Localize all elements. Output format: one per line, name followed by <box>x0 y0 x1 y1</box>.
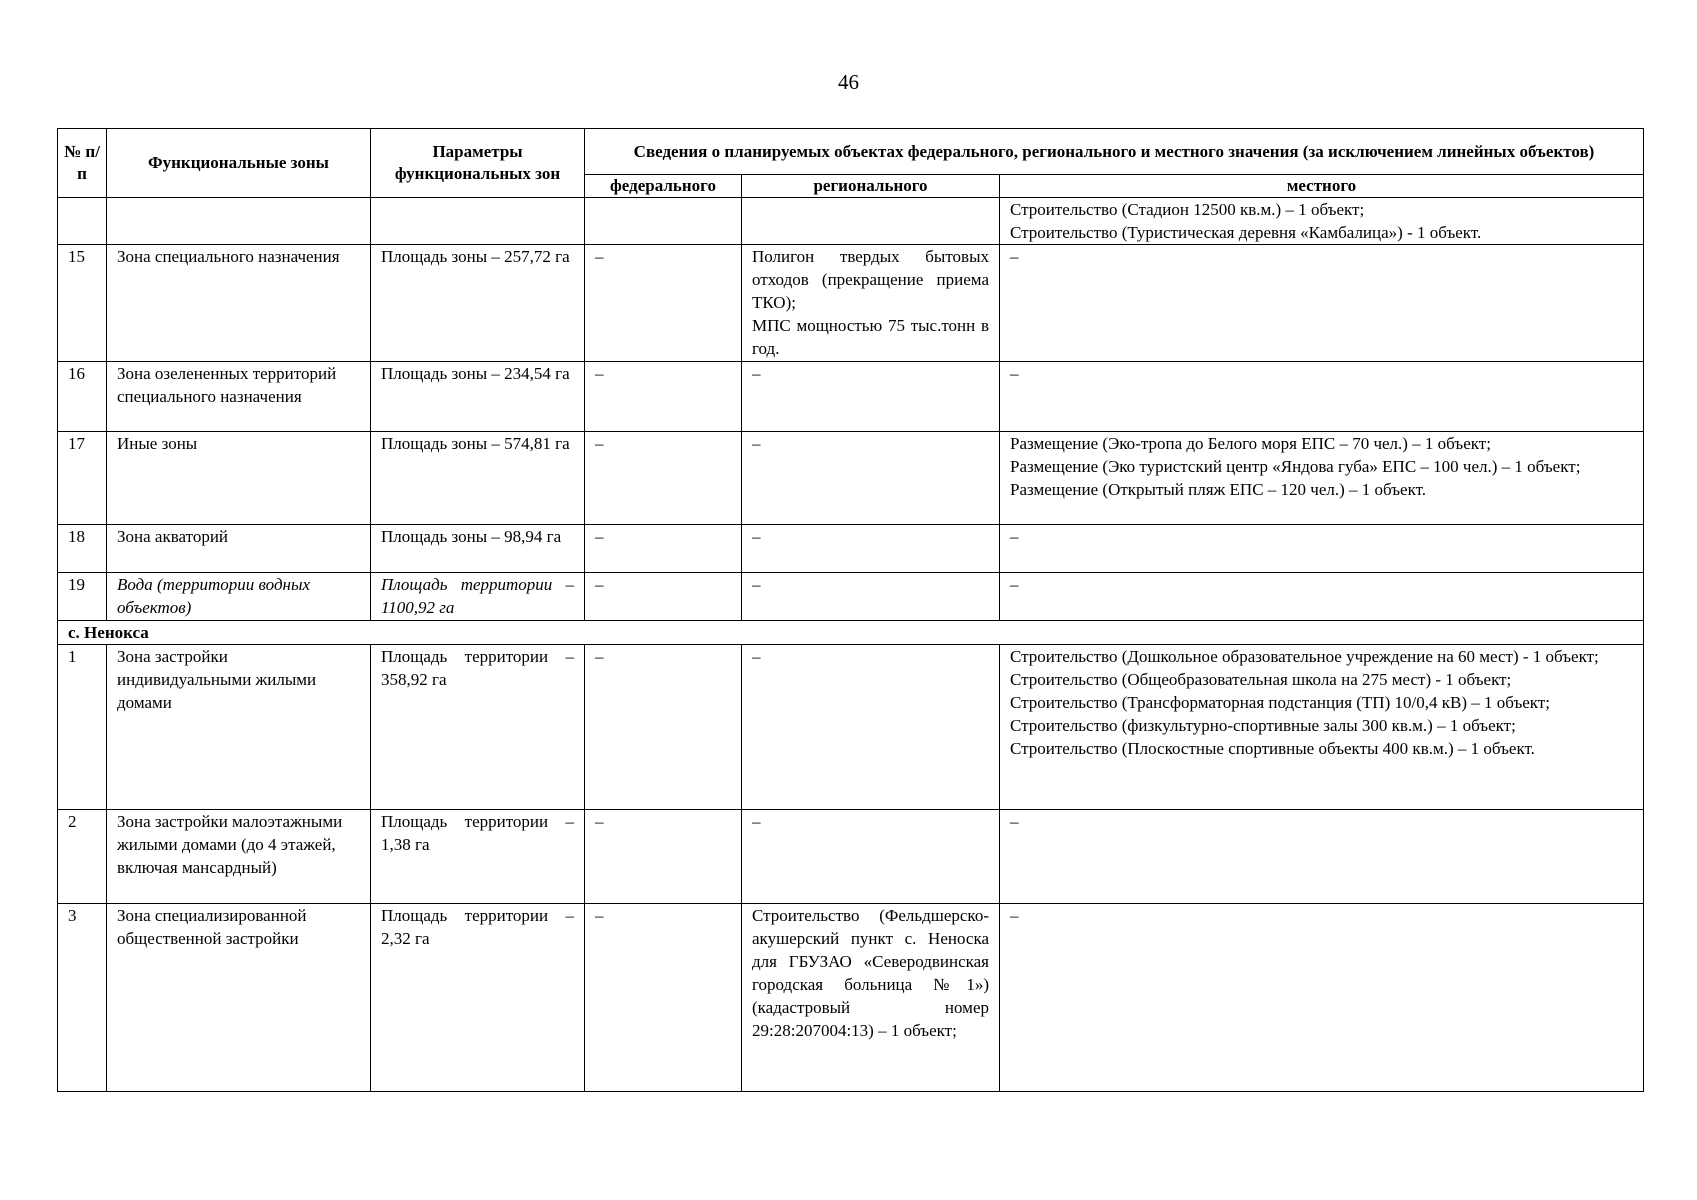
local-objects-line: Размещение (Эко-тропа до Белого моря ЕПС – 70 чел.) – 1 объект; <box>1010 434 1491 453</box>
local-objects-line: Строительство (Туристическая деревня «Камбалица») - 1 объект. <box>1010 223 1482 242</box>
section-title: с. Ненокса <box>58 621 1644 645</box>
federal-objects: – <box>585 525 742 573</box>
local-objects <box>1000 904 1644 1092</box>
row-number: 16 <box>58 362 107 432</box>
local-objects-line: Строительство (Общеобразовательная школа на 275 мест) - 1 объект; <box>1010 670 1512 689</box>
header-local: местного <box>1000 175 1644 198</box>
federal-objects: – <box>585 362 742 432</box>
header-num: № п/п <box>58 129 107 198</box>
zone-name: Зона застройки малоэтажными жилыми домами (до 4 этажей, включая мансардный) <box>107 810 371 904</box>
header-zones: Функциональные зоны <box>107 129 371 198</box>
zone-params <box>371 198 585 245</box>
regional-objects-line: – <box>752 434 761 453</box>
row-number: 19 <box>58 573 107 621</box>
regional-objects <box>742 245 1000 362</box>
zone-name: Зона специализированной общественной застройки <box>107 904 371 1092</box>
local-objects-line: – <box>1010 906 1019 925</box>
zone-name: Зона застройки индивидуальными жилыми домами <box>107 645 371 810</box>
zone-name <box>107 198 371 245</box>
header-federal: федерального <box>585 175 742 198</box>
row-number <box>58 198 107 245</box>
local-objects-line: Размещение (Эко туристский центр «Яндова губа» ЕПС – 100 чел.) – 1 объект; <box>1010 457 1581 476</box>
zone-params: Площадь зоны – 234,54 га <box>371 362 585 432</box>
local-objects-line: Строительство (Плоскостные спортивные объекты 400 кв.м.) – 1 объект. <box>1010 739 1535 758</box>
federal-objects: – <box>585 245 742 362</box>
local-objects <box>1000 198 1644 245</box>
table-row <box>58 810 1644 904</box>
table-row <box>58 362 1644 432</box>
local-objects-line: – <box>1010 575 1019 594</box>
local-objects <box>1000 525 1644 573</box>
local-objects <box>1000 432 1644 525</box>
table-row <box>58 573 1644 621</box>
table-row <box>58 525 1644 573</box>
zone-name: Зона озелененных территорий специального назначения <box>107 362 371 432</box>
zone-params: Площадь зоны – 98,94 га <box>371 525 585 573</box>
local-objects-line: Размещение (Открытый пляж ЕПС – 120 чел.) – 1 объект. <box>1010 480 1427 499</box>
page-number: 46 <box>838 70 859 94</box>
zone-params: Площадь территории – 1,38 га <box>371 810 585 904</box>
local-objects-line: – <box>1010 364 1019 383</box>
federal-objects: – <box>585 432 742 525</box>
table-row <box>58 432 1644 525</box>
federal-objects: – <box>585 645 742 810</box>
local-objects-line: Строительство (физкультурно-спортивные залы 300 кв.м.) – 1 объект; <box>1010 716 1516 735</box>
regional-objects-line: – <box>752 647 761 666</box>
local-objects-line: Строительство (Стадион 12500 кв.м.) – 1 объект; <box>1010 200 1365 219</box>
local-objects <box>1000 245 1644 362</box>
header-params: Параметры функциональных зон <box>371 129 585 198</box>
federal-objects: – <box>585 810 742 904</box>
zone-name: Вода (территории водных объектов) <box>107 573 371 621</box>
regional-objects-line: – <box>752 575 761 594</box>
federal-objects: – <box>585 573 742 621</box>
federal-objects: – <box>585 904 742 1092</box>
federal-objects <box>585 198 742 245</box>
row-number: 15 <box>58 245 107 362</box>
zone-name: Иные зоны <box>107 432 371 525</box>
row-number: 3 <box>58 904 107 1092</box>
local-objects-line: – <box>1010 527 1019 546</box>
zone-params: Площадь территории – 358,92 га <box>371 645 585 810</box>
zone-params: Площадь зоны – 574,81 га <box>371 432 585 525</box>
zone-params: Площадь территории – 1100,92 га <box>371 573 585 621</box>
zone-name: Зона специального назначения <box>107 245 371 362</box>
regional-objects <box>742 525 1000 573</box>
table-row <box>58 645 1644 810</box>
row-number: 1 <box>58 645 107 810</box>
regional-objects-line: – <box>752 364 761 383</box>
local-objects <box>1000 362 1644 432</box>
zone-name: Зона акваторий <box>107 525 371 573</box>
section-nenoksa <box>58 621 1644 645</box>
header-regional: регионального <box>742 175 1000 198</box>
regional-objects-line: – <box>752 812 761 831</box>
local-objects-line: – <box>1010 247 1019 266</box>
zone-params: Площадь зоны – 257,72 га <box>371 245 585 362</box>
row-number: 18 <box>58 525 107 573</box>
local-objects-line: Строительство (Трансформаторная подстанция (ТП) 10/0,4 кВ) – 1 объект; <box>1010 693 1550 712</box>
zone-params: Площадь территории – 2,32 га <box>371 904 585 1092</box>
table-row <box>58 904 1644 1092</box>
table-body-part1 <box>58 198 1644 621</box>
row-number: 17 <box>58 432 107 525</box>
local-objects <box>1000 573 1644 621</box>
local-objects <box>1000 810 1644 904</box>
regional-objects <box>742 432 1000 525</box>
regional-objects <box>742 645 1000 810</box>
regional-objects <box>742 198 1000 245</box>
regional-objects <box>742 573 1000 621</box>
table-row <box>58 198 1644 245</box>
regional-objects <box>742 904 1000 1092</box>
regional-objects-line: Строительство (Фельдшерско-акушерский пункт с. Неноска для ГБУЗАО «Северодвинская городская больница №1») (кадастровый номер 29:28:207004:13) – 1 объект; <box>752 906 989 1040</box>
local-objects-line: Строительство (Дошкольное образовательное учреждение на 60 мест) - 1 объект; <box>1010 647 1599 666</box>
regional-objects-line: МПС мощностью 75 тыс.тонн в год. <box>752 316 989 358</box>
local-objects-line: – <box>1010 812 1019 831</box>
table-body-part2 <box>58 645 1644 1092</box>
planned-objects-table <box>57 128 1644 1092</box>
row-number: 2 <box>58 810 107 904</box>
regional-objects <box>742 362 1000 432</box>
regional-objects-line: – <box>752 527 761 546</box>
table-row <box>58 245 1644 362</box>
local-objects <box>1000 645 1644 810</box>
header-info: Сведения о планируемых объектах федерального, регионального и местного значения (за исключением линейных объектов) <box>585 129 1644 175</box>
regional-objects-line: Полигон твердых бытовых отходов (прекращение приема ТКО); <box>752 247 989 312</box>
regional-objects <box>742 810 1000 904</box>
